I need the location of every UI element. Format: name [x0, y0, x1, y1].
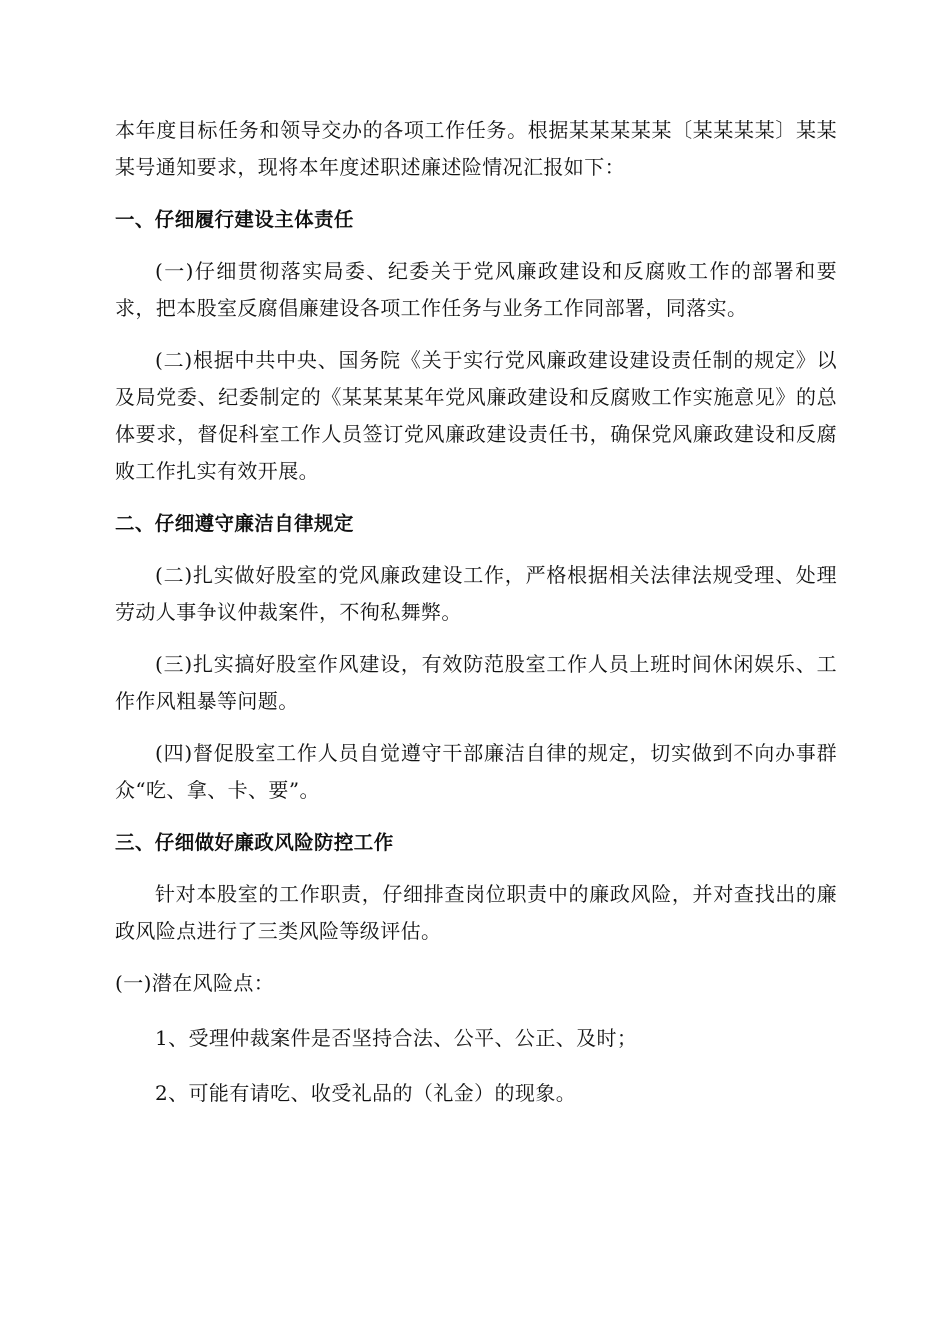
list-item: 1、受理仲裁案件是否坚持合法、公平、公正、及时；	[155, 1026, 638, 1050]
section-2-paragraph-1: (二)扎实做好股室的党风廉政建设工作，严格根据相关法律法规受理、处理劳动人事争议仲裁案件，不徇私舞弊。	[115, 563, 837, 624]
document-page	[115, 112, 837, 1112]
section-3-subheading: (一)潜在风险点：	[115, 971, 275, 995]
list-item: 2、可能有请吃、收受礼品的（礼金）的现象。	[155, 1081, 577, 1105]
section-1-paragraph-2: (二)根据中共中央、国务院《关于实行党风廉政建设建设责任制的规定》以及局党委、纪委制定的《某某某某年党风廉政建设和反腐败工作实施意见》的总体要求，督促科室工作人员签订党风廉政建设责任书，确保党风廉政建设和反腐败工作扎实有效开展。	[115, 348, 837, 483]
section-1-heading: 一、仔细履行建设主体责任	[115, 208, 354, 231]
section-1-paragraph-1: (一)仔细贯彻落实局委、纪委关于党风廉政建设和反腐败工作的部署和要求，把本股室反腐倡廉建设各项工作任务与业务工作同部署，同落实。	[115, 259, 837, 320]
intro-paragraph: 本年度目标任务和领导交办的各项工作任务。根据某某某某某〔某某某某〕某某某号通知要求，现将本年度述职述廉述险情况汇报如下：	[115, 118, 837, 179]
section-2-paragraph-2: (三)扎实搞好股室作风建设，有效防范股室工作人员上班时间休闲娱乐、工作作风粗暴等问题。	[115, 652, 837, 713]
section-3-heading: 三、仔细做好廉政风险防控工作	[115, 831, 394, 854]
section-3-paragraph-1: 针对本股室的工作职责，仔细排查岗位职责中的廉政风险，并对查找出的廉政风险点进行了三类风险等级评估。	[115, 882, 837, 943]
section-2-paragraph-3: (四)督促股室工作人员自觉遵守干部廉洁自律的规定，切实做到不向办事群众“吃、拿、卡、要”。	[115, 741, 837, 802]
section-2-heading: 二、仔细遵守廉洁自律规定	[115, 512, 354, 535]
